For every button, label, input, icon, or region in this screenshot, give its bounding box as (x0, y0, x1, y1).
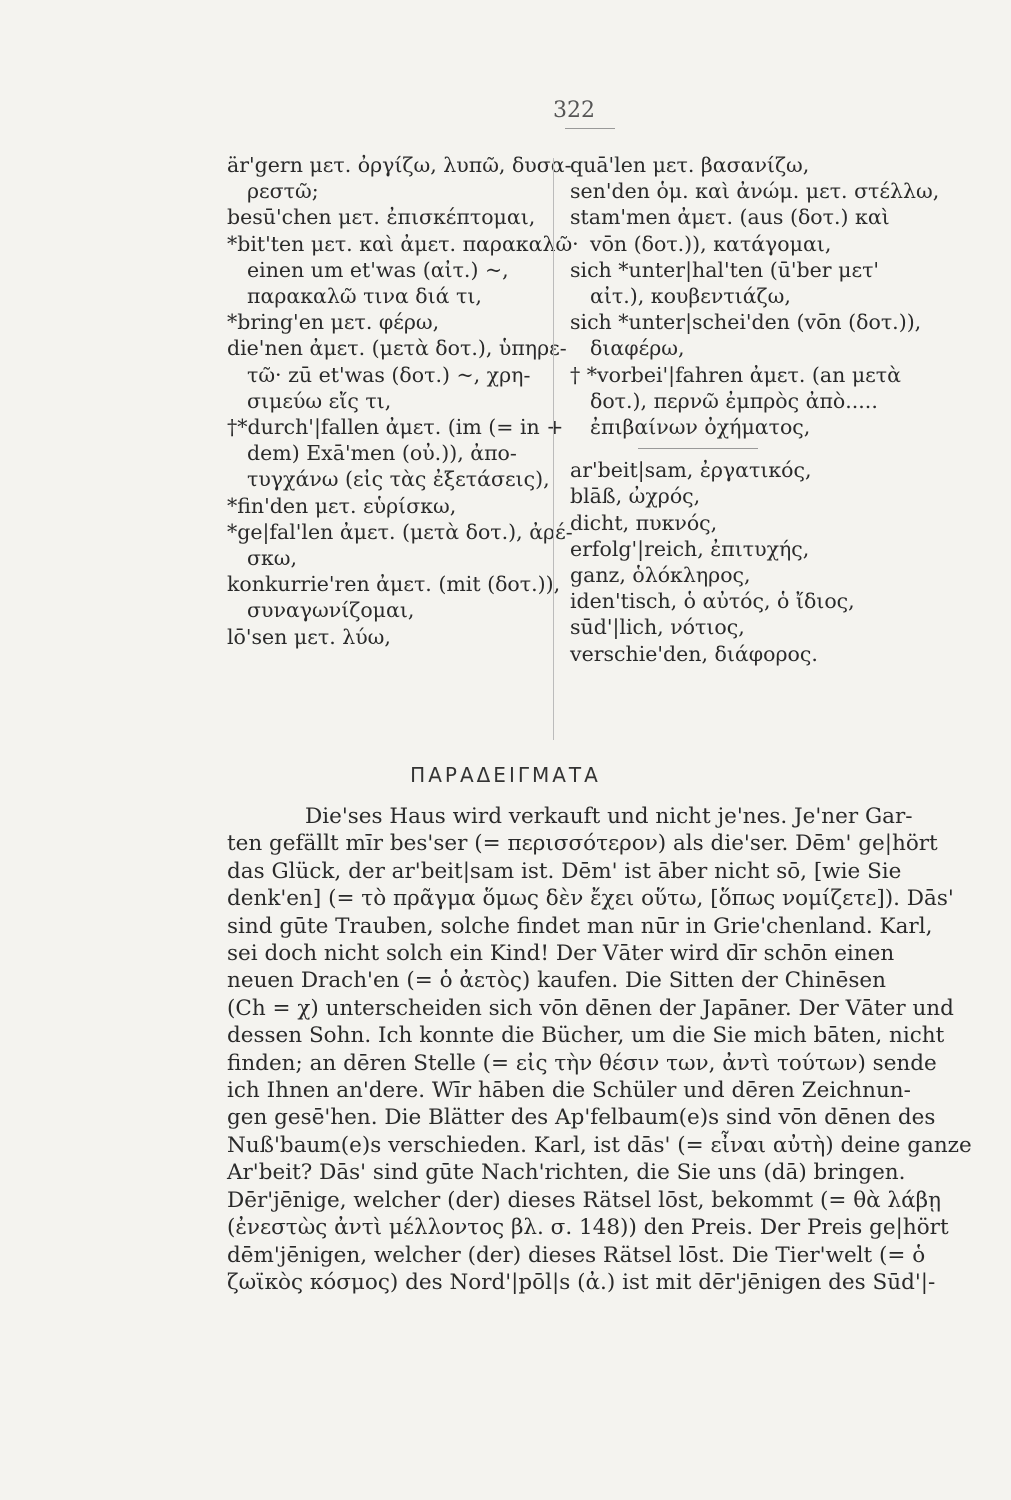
entry-headword-line: sūd'|lich, νότιος, (570, 615, 745, 640)
entry-headword-line: lō'sen μετ. λύω, (227, 624, 391, 649)
entry-headword-line: *bring'en μετ. φέρω, (227, 310, 440, 335)
vocabulary-entry (227, 493, 547, 519)
paragraph-line: Die'ses Haus wird verkauft und nicht je'nes. Je'ner Gar- (305, 804, 913, 829)
entry-headword-line: † *vorbei'|fahren ἀμετ. (an μετὰ (570, 362, 901, 387)
paragraph-line: ich Ihnen an'dere. Wīr hāben die Schüler und dēren Zeichnun- (227, 1078, 911, 1104)
entry-headword-line: blāß, ὠχρός, (570, 484, 701, 509)
vocabulary-entry (570, 362, 901, 441)
entry-headword-line: quā'len μετ. βασανίζω, (570, 153, 810, 177)
paragraph-line: Nuß'baum(e)s verschieden. Karl, ist dās' (= εἶναι αὐτὴ) deine ganze (227, 1132, 972, 1158)
paragraph-line: das Glück, der ar'beit|sam ist. Dēm' ist āber nicht sō, [wie Sie (227, 858, 902, 884)
vocabulary-entry (227, 204, 547, 230)
entry-headword-line: die'nen ἀμετ. (μετὰ δοτ.), ὑπηρε- (227, 336, 567, 361)
entry-continuation-line: τῶ· zū et'was (δοτ.) ~, χρη- (247, 362, 531, 387)
vocabulary-entry (570, 536, 885, 562)
entry-headword-line: ar'beit|sam, ἐργατικός, (570, 458, 812, 483)
vocabulary-entry (227, 519, 573, 571)
section-heading: ΠΑΡΑΔΕΙΓΜΑΤΑ (410, 763, 601, 787)
vocabulary-left-column (227, 152, 579, 650)
paragraph-line: ten gefällt mīr bes'ser (= περισσότερον) als die'ser. Dēm' ge|hört (227, 831, 938, 857)
vocabulary-entry (227, 309, 547, 335)
entry-continuation-line: τυγχάνω (εἰς τὰς ἐξετάσεις), (247, 467, 550, 492)
entry-continuation-line: dem) Exā'men (οὐ.)), ἀπο- (247, 441, 517, 466)
column-divider (553, 158, 554, 740)
paragraph-line: (Ch = χ) unterscheiden sich vōn dēnen der Japāner. Der Vāter und (227, 995, 954, 1021)
paragraph-line: finden; an dēren Stelle (= εἰς τὴν θέσιν των, ἀντὶ τούτων) sende (227, 1050, 937, 1076)
vocabulary-entry (570, 257, 885, 309)
vocabulary-entry (570, 204, 890, 256)
entry-headword-line: besū'chen μετ. ἐπισκέπτομαι, (227, 205, 536, 230)
page-number: 322 (553, 98, 595, 123)
vocabulary-entry (570, 309, 922, 361)
entry-continuation-line: διαφέρω, (590, 336, 685, 361)
entry-continuation-line: δοτ.), περνῶ ἐμπρὸς ἀπὸ..... (590, 388, 878, 413)
entry-continuation-line: αἰτ.), κουβεντιάζω, (590, 284, 791, 309)
vocabulary-entry (570, 510, 885, 536)
vocabulary-entry (570, 641, 885, 667)
vocabulary-entry (227, 152, 572, 204)
vocabulary-entry (227, 624, 547, 650)
vocabulary-entry (227, 335, 567, 414)
entry-continuation-line: ἐπιβαίνων ὀχήματος, (590, 415, 811, 440)
paragraph-line: Ar'beit? Dās' sind gūte Nach'richten, die Sie uns (dā) bringen. (227, 1160, 906, 1186)
entry-headword-line: *ge|fal'len ἀμετ. (μετὰ δοτ.), ἀρέ- (227, 519, 573, 544)
entry-continuation-line: σιμεύω εἴς τι, (247, 388, 392, 413)
entry-headword-line: är'gern μετ. ὀργίζω, λυπῶ, δυσα- (227, 153, 572, 177)
vocabulary-entry (227, 231, 579, 310)
entry-headword-line: ganz, ὁλόκληρος, (570, 563, 751, 588)
entry-headword-line: verschie'den, διάφορος. (570, 641, 818, 666)
examples-paragraph (227, 803, 972, 1296)
entry-continuation-line: συναγωνίζομαι, (247, 598, 415, 623)
entry-headword-line: erfolg'|reich, ἐπιτυχής, (570, 536, 810, 561)
paragraph-line: sind gūte Trauben, solche findet man nūr in Grie'chenland. Karl, (227, 913, 933, 939)
section-rule (638, 448, 758, 449)
vocabulary-entry (570, 178, 940, 204)
entry-headword-line: konkurrie'ren ἀμετ. (mit (δοτ.)), (227, 572, 561, 597)
paragraph-line: dēm'jēnigen, welcher (der) dieses Rätsel lōst. Die Tier'welt (= ὁ (227, 1242, 926, 1268)
entry-headword-line: *bit'ten μετ. καὶ ἀμετ. παρακαλῶ· (227, 231, 579, 256)
paragraph-line: Dēr'jēnige, welcher (der) dieses Rätsel lōst, bekommt (= θὰ λάβῃ (227, 1187, 941, 1213)
vocabulary-entry (570, 588, 885, 614)
vocabulary-entry (570, 483, 885, 509)
vocabulary-entry (227, 571, 561, 623)
entry-continuation-line: σκω, (247, 546, 298, 571)
paragraph-line: neuen Drach'en (= ὁ ἀετὸς) kaufen. Die Sitten der Chinēsen (227, 968, 886, 994)
entry-continuation-line: παρακαλῶ τινα διά τι, (247, 284, 482, 309)
entry-headword-line: stam'men ἀμετ. (aus (δοτ.) καὶ (570, 205, 890, 230)
entry-headword-line: sich *unter|hal'ten (ū'ber μετ' (570, 257, 880, 282)
paragraph-line: ζωϊκὸς κόσμος) des Nord'|pōl|s (ἀ.) ist mit dēr'jēnigen des Sūd'|- (227, 1269, 936, 1295)
paragraph-line: gen gesē'hen. Die Blätter des Ap'felbaum(e)s sind vōn dēnen des (227, 1105, 936, 1131)
paragraph-line: dessen Sohn. Ich konnte die Bücher, um die Sie mich bāten, nicht (227, 1023, 945, 1049)
entry-headword-line: sich *unter|schei'den (vōn (δοτ.)), (570, 310, 922, 335)
entry-headword-line: †*durch'|fallen ἀμετ. (im (= in + (227, 415, 564, 440)
vocabulary-right-column (570, 152, 940, 667)
entry-headword-line: *fin'den μετ. εὑρίσκω, (227, 493, 457, 518)
page-number-rule (565, 128, 615, 129)
entry-continuation-line: vōn (δοτ.)), κατάγομαι, (590, 231, 832, 256)
paragraph-line: sei doch nicht solch ein Kind! Der Vāter wird dīr schōn einen (227, 941, 895, 967)
entry-continuation-line: einen um et'was (αἰτ.) ~, (247, 257, 509, 282)
entry-headword-line: iden'tisch, ὁ αὐτός, ὁ ἴδιος, (570, 589, 855, 614)
paragraph-line: (ἐνεστὼς ἀντὶ μέλλοντος βλ. σ. 148)) den Preis. Der Preis ge|hört (227, 1215, 949, 1241)
paragraph-line: denk'en] (= τὸ πρᾶγμα ὅμως δὲν ἔχει οὕτω, [ὅπως νομίζετε]). Dās' (227, 886, 954, 912)
entry-headword-line: sen'den ὁμ. καὶ ἀνώμ. μετ. στέλλω, (570, 179, 940, 204)
vocabulary-entry (570, 457, 885, 483)
vocabulary-entry (570, 614, 885, 640)
vocabulary-entry (570, 152, 885, 178)
entry-headword-line: dicht, πυκνός, (570, 510, 718, 535)
vocabulary-entry (227, 414, 564, 493)
entry-continuation-line: ρεστῶ; (247, 179, 319, 204)
vocabulary-entry (570, 562, 885, 588)
